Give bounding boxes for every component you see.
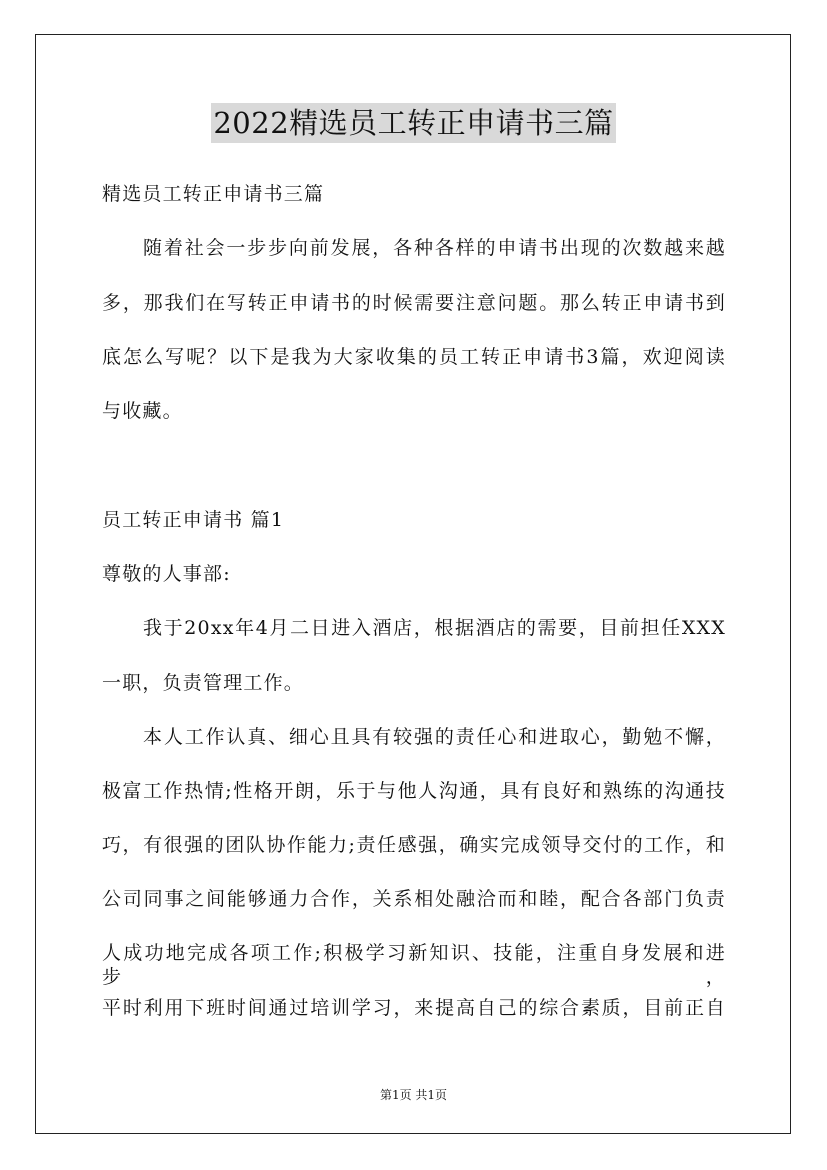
page-footer: 第1页 共1页 xyxy=(379,1088,448,1102)
section-heading: 员工转正申请书 篇1 xyxy=(102,509,285,531)
title-container xyxy=(0,103,827,143)
paragraph-line: 人成功地完成各项工作;积极学习新知识、技能，注重自身发展和进步， xyxy=(102,942,726,988)
paragraph-line: 底怎么写呢？以下是我为大家收集的员工转正申请书3篇，欢迎阅读 xyxy=(102,346,726,368)
paragraph-line: 本人工作认真、细心且具有较强的责任心和进取心，勤勉不懈， xyxy=(143,726,726,748)
paragraph-line: 我于20xx年4月二日进入酒店，根据酒店的需要，目前担任XXX xyxy=(143,617,726,639)
paragraph-line: 平时利用下班时间通过培训学习，来提高自己的综合素质，目前正自 xyxy=(102,997,726,1019)
paragraph-line: 随着社会一步步向前发展，各种各样的申请书出现的次数越来越 xyxy=(143,237,726,259)
paragraph-line: 极富工作热情;性格开朗，乐于与他人沟通，具有良好和熟练的沟通技 xyxy=(102,780,726,802)
paragraph-line: 公司同事之间能够通力合作，关系相处融洽而和睦，配合各部门负责 xyxy=(102,888,726,910)
paragraph-line: 一职，负责管理工作。 xyxy=(102,672,305,694)
paragraph-line: 多，那我们在写转正申请书的时候需要注意问题。那么转正申请书到 xyxy=(102,292,726,314)
document-title: 2022精选员工转正申请书三篇 xyxy=(211,103,615,143)
paragraph-line: 与收藏。 xyxy=(102,400,183,422)
paragraph-line: 巧，有很强的团队协作能力;责任感强，确实完成领导交付的工作，和 xyxy=(102,834,726,856)
subtitle-line: 精选员工转正申请书三篇 xyxy=(102,183,325,205)
salutation: 尊敬的人事部: xyxy=(102,563,231,585)
